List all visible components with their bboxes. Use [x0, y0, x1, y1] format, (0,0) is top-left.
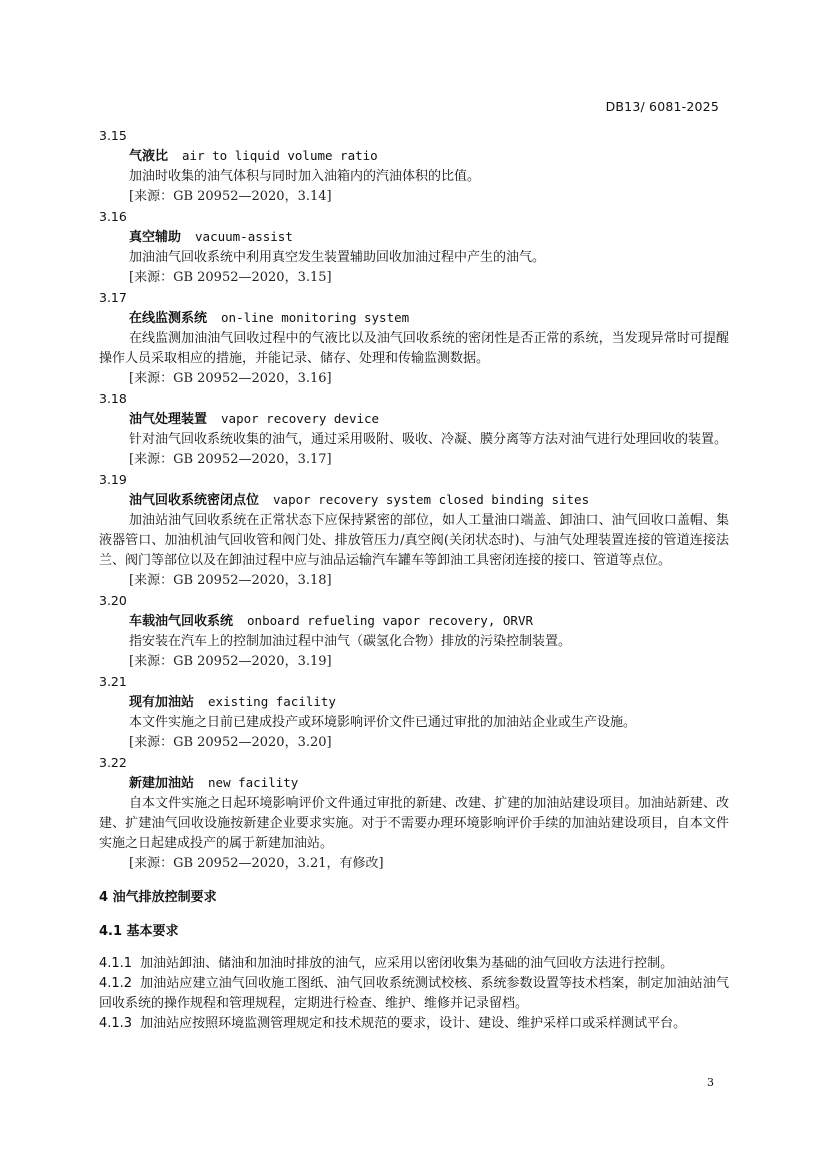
term-source: [来源：GB 20952—2020，3.18] — [129, 573, 332, 588]
term-number: 3.17 — [99, 290, 127, 305]
clause-number: 4.1.2 — [99, 976, 133, 991]
term-definition: 加油时收集的油气体积与同时加入油箱内的汽油体积的比值。 — [129, 169, 481, 184]
term-entry — [99, 470, 729, 591]
clause — [99, 974, 729, 1014]
term-english: onboard refueling vapor recovery, ORVR — [247, 613, 533, 628]
term-source: [来源：GB 20952—2020，3.14] — [129, 189, 332, 204]
term-number: 3.20 — [99, 593, 127, 608]
subsection-heading: 4.1 基本要求 — [99, 924, 179, 939]
term-number: 3.15 — [99, 128, 127, 143]
clause — [99, 954, 729, 974]
term-english: on-line monitoring system — [221, 310, 410, 325]
term-title — [99, 490, 729, 511]
term-chinese: 油气处理装置 — [129, 412, 208, 427]
term-source: [来源：GB 20952—2020，3.15] — [129, 270, 332, 285]
term-entry — [99, 288, 729, 389]
term-chinese: 真空辅助 — [129, 230, 182, 245]
term-definition: 指安装在汽车上的控制加油过程中油气（碳氢化合物）排放的污染控制装置。 — [129, 634, 572, 649]
term-number: 3.16 — [99, 209, 127, 224]
term-title — [99, 227, 729, 248]
term-definition: 自本文件实施之日起环境影响评价文件通过审批的新建、改建、扩建的加油站建设项目。加油站新建、改建、扩建油气回收设施按新建企业要求实施。对于不需要办理环境影响评价手续的加油站建设项目，自本文件实施之日起建成投产的属于新建加油站。 — [99, 796, 729, 851]
clause-text: 加油站卸油、储油和加油时排放的油气，应采用以密闭收集为基础的油气回收方法进行控制。 — [140, 956, 674, 971]
term-definition: 加油油气回收系统中利用真空发生装置辅助回收加油过程中产生的油气。 — [129, 250, 546, 265]
term-source: [来源：GB 20952—2020，3.20] — [129, 735, 332, 750]
term-source: [来源：GB 20952—2020，3.16] — [129, 371, 332, 386]
clause-number: 4.1.3 — [99, 1016, 133, 1031]
clause-text: 加油站应建立油气回收施工图纸、油气回收系统测试校核、系统参数设置等技术档案，制定加油站油气回收系统的操作规程和管理规程，定期进行检查、维护、维修并记录留档。 — [99, 976, 729, 1011]
term-chinese: 在线监测系统 — [129, 311, 208, 326]
term-title — [99, 773, 729, 794]
term-definition: 本文件实施之日前已建成投产或环境影响评价文件已通过审批的加油站企业或生产设施。 — [129, 715, 637, 730]
term-chinese: 车载油气回收系统 — [129, 614, 234, 629]
term-entry — [99, 672, 729, 753]
document-body — [99, 126, 729, 1034]
term-definition: 针对油气回收系统收集的油气，通过采用吸附、吸收、冷凝、膜分离等方法对油气进行处理回收的装置。 — [129, 432, 728, 447]
term-chinese: 气液比 — [129, 149, 169, 164]
term-entry — [99, 126, 729, 207]
term-english: air to liquid volume ratio — [182, 148, 378, 163]
term-entry — [99, 207, 729, 288]
term-english: vapor recovery device — [221, 411, 380, 426]
document-code: DB13/ 6081-2025 — [605, 99, 719, 114]
term-chinese: 现有加油站 — [129, 695, 195, 710]
clause-number: 4.1.1 — [99, 956, 133, 971]
term-title — [99, 308, 729, 329]
term-source: [来源：GB 20952—2020，3.21，有修改] — [129, 856, 384, 871]
term-title — [99, 146, 729, 167]
term-english: new facility — [208, 775, 299, 790]
term-english: vacuum-assist — [195, 229, 293, 244]
clause — [99, 1014, 729, 1034]
term-english: vapor recovery system closed binding sites — [273, 492, 590, 507]
clause-text: 加油站应按照环境监测管理规定和技术规范的要求，设计、建设、维护采样口或采样测试平台。 — [140, 1016, 687, 1031]
term-number: 3.19 — [99, 472, 127, 487]
term-chinese: 油气回收系统密闭点位 — [129, 493, 260, 508]
page-number: 3 — [707, 1076, 714, 1089]
term-source: [来源：GB 20952—2020，3.19] — [129, 654, 332, 669]
term-number: 3.18 — [99, 391, 127, 406]
section-heading: 4 油气排放控制要求 — [99, 890, 217, 905]
term-source: [来源：GB 20952—2020，3.17] — [129, 452, 332, 467]
term-title — [99, 409, 729, 430]
term-entry — [99, 591, 729, 672]
term-number: 3.22 — [99, 755, 127, 770]
term-definition: 在线监测加油油气回收过程中的气液比以及油气回收系统的密闭性是否正常的系统，当发现异常时可提醒操作人员采取相应的措施，并能记录、储存、处理和传输监测数据。 — [99, 331, 729, 366]
term-entry — [99, 389, 729, 470]
term-number: 3.21 — [99, 674, 127, 689]
term-definition: 加油站油气回收系统在正常状态下应保持紧密的部位，如人工量油口端盖、卸油口、油气回收口盖帽、集液器管口、加油机油气回收管和阀门处、排放管压力/真空阀(关闭状态时)、与油气处理装置连接的管道连接法兰、阀门等部位以及在卸油过程中应与油品运输汽车罐车等卸油工具密闭连接的接口、管道等点位。 — [99, 513, 729, 568]
term-title — [99, 692, 729, 713]
term-title — [99, 611, 729, 632]
term-english: existing facility — [208, 694, 336, 709]
term-chinese: 新建加油站 — [129, 776, 195, 791]
term-entry — [99, 753, 729, 874]
